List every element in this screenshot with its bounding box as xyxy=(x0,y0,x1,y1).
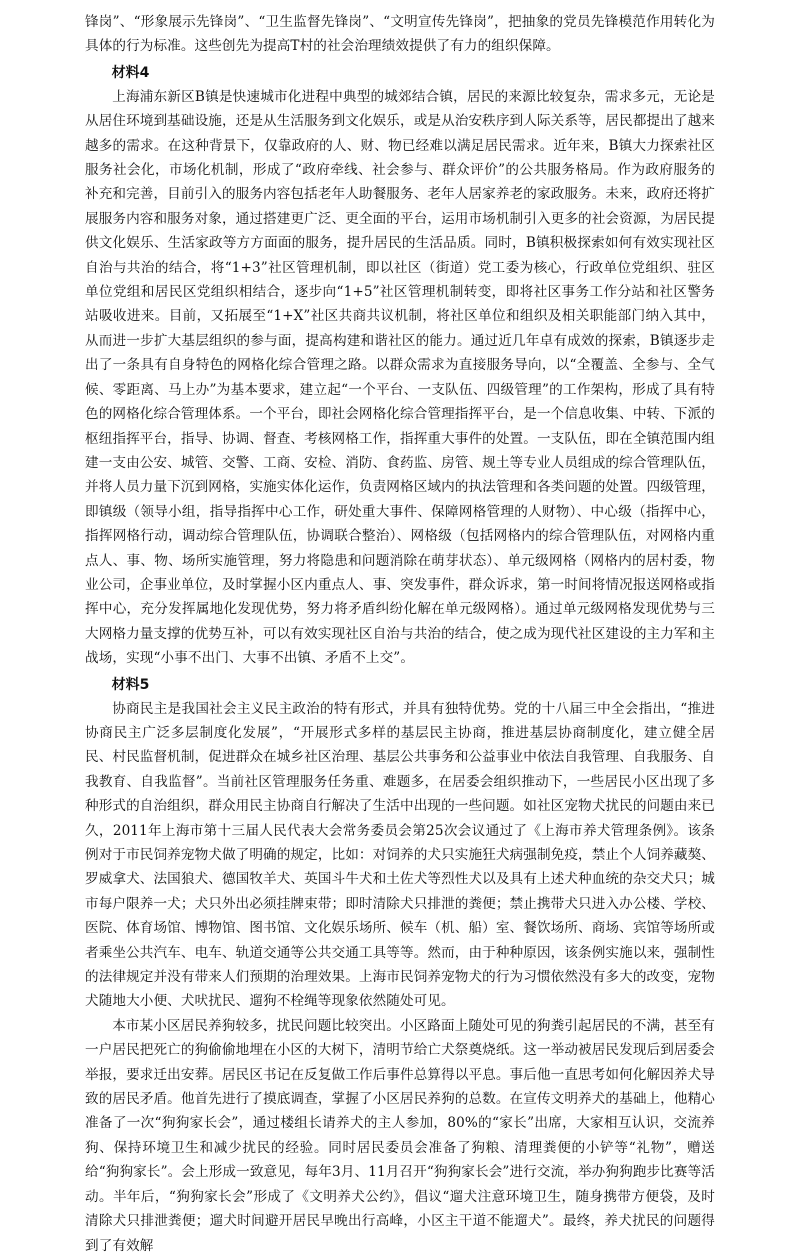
material-4-paragraph: 上海浦东新区B镇是快速城市化进程中典型的城郊结合镇，居民的来源比较复杂，需求多元，无论是从居住环境到基础设施，还是从生活服务到文化娱乐，或是从治安秩序到人际关系等，居民都提出了越来越多的需求。在这种背景下，仅靠政府的人、财、物已经难以满足居民需求。近年来，B镇大力探索社区服务社会化，市场化机制，形成了“政府牵线、社会参与、群众评价”的公共服务格局。作为政府服务的补充和完善，目前引入的服务内容包括老年人助餐服务、老年人居家养老的家政服务。未来，政府还将扩展服务内容和服务对象，通过搭建更广泛、更全面的平台，运用市场机制引入更多的社会资源，为居民提供文化娱乐、生活家政等方方面面的服务，提升居民的生活品质。同时，B镇积极探索如何有效实现社区自治与共治的结合，将“1+3”社区管理机制，即以社区（街道）党工委为核心，行政单位党组织、驻区单位党组和居民区党组织相结合，逐步向“1+5”社区管理机制转变，即将社区事务工作分站和社区警务站吸收进来。目前，又拓展至“1+X”社区共商共议机制，将社区单位和组织及相关职能部门纳入其中，从而进一步扩大基层组织的参与面，提高构建和谐社区的能力。通过近几年卓有成效的探索，B镇逐步走出了一条具有自身特色的网格化综合管理之路。以群众需求为直接服务导向，以“全覆盖、全参与、全气候、零距离、马上办”为基本要求，建立起“一个平台、一支队伍、四级管理”的工作架构，形成了具有特色的网格化综合管理体系。一个平台，即社会网格化综合管理指挥平台，是一个信息收集、中转、下派的枢纽指挥平台，指导、协调、督查、考核网格工作，指挥重大事件的处置。一支队伍，即在全镇范围内组建一支由公安、城管、交警、工商、安检、消防、食药监、房管、规土等专业人员组成的综合管理队伍，并将人员力量下沉到网格，实施实体化运作，负责网格区域内的执法管理和各类问题的处置。四级管理，即镇级（领导小组，指导指挥中心工作，研处重大事件、保障网格管理的人财物）、中心级（指挥中心，指挥网格行动，调动综合管理队伍，协调联合整治）、网格级（包括网格内的综合管理队伍，对网格内重点人、事、物、场所实施管理，努力将隐患和问题消除在萌芽状态）、单元级网格（网格内的居村委，物业公司，企事业单位，及时掌握小区内重点人、事、突发事件，群众诉求，第一时间将情况报送网格或指挥中心，充分发挥属地化发现优势，努力将矛盾纠纷化解在单元级网格）。通过单元级网格发现优势与三大网格力量支撑的优势互补，可以有效实现社区自治与共治的结合，使之成为现代社区建设的主力军和主战场，实现“小事不出门、大事不出镇、矛盾不上交”。 xyxy=(85,88,715,667)
material-5-heading: 材料5 xyxy=(111,676,150,693)
intro-tail-paragraph: 锋岗”、“形象展示先锋岗”、“卫生监督先锋岗”、“文明宣传先锋岗”，把抽象的党员先锋模范作用转化为具体的行为标准。这些创先为提高T村的社会治理绩效提供了有力的组织保障。 xyxy=(85,14,715,55)
material-4-heading: 材料4 xyxy=(111,64,150,81)
material-5-paragraph-2: 本市某小区居民养狗较多，扰民问题比较突出。小区路面上随处可见的狗粪引起居民的不满，甚至有一户居民把死亡的狗偷偷地埋在小区的大树下，清明节给亡犬祭奠烧纸。这一举动被居民发现后到居委会举报，要求迁出安葬。居民区书记在反复做工作后事件总算得以平息。事后他一直思考如何化解因养犬导致的居民矛盾。他首先进行了摸底调查，掌握了小区居民养狗的总数。在宣传文明养犬的基础上，他精心准备了一次“狗狗家长会”，通过楼组长请养犬的主人参加，80%的“家长”出席，大家相互认识，交流养狗、保持环境卫生和减少扰民的经验。同时居民委员会准备了狗粮、清理粪便的小铲等“礼物”，赠送给“狗狗家长”。会上形成一致意见，每年3月、11月召开“狗狗家长会”进行交流，举办狗狗跑步比赛等活动。半年后，“狗狗家长会”形成了《文明养犬公约》，倡议“遛犬注意环境卫生，随身携带方便袋，及时清除犬只排泄粪便；遛犬时间避开居民早晚出行高峰，小区主干道不能遛犬”。最终，养犬扰民的问题得到了有效解 xyxy=(85,1017,715,1254)
material-5-paragraph-1: 协商民主是我国社会主义民主政治的特有形式，并具有独特优势。党的十八届三中全会指出，“推进协商民主广泛多层制度化发展”，“开展形式多样的基层民主协商，推进基层协商制度化，建立健全居民、村民监督机制，促进群众在城乡社区治理、基层公共事务和公益事业中依法自我管理、自我服务、自我教育、自我监督”。当前社区管理服务任务重、难题多，在居委会组织推动下，一些居民小区出现了多种形式的自治组织，群众用民主协商自行解决了生活中出现的一些问题。如社区宠物犬扰民的问题由来已久，2011年上海市第十三届人民代表大会常务委员会第25次会议通过了《上海市养犬管理条例》。该条例对于市民饲养宠物犬做了明确的规定，比如：对饲养的犬只实施狂犬病强制免疫，禁止个人饲养藏獒、罗威拿犬、法国狼犬、德国牧羊犬、英国斗牛犬和土佐犬等烈性犬以及具有上述犬种血统的杂交犬只；城市每户限养一犬；犬只外出必须挂牌束带；即时清除犬只排泄的粪便；禁止携带犬只进入办公楼、学校、医院、体育场馆、博物馆、图书馆、文化娱乐场所、候车（机、船）室、餐饮场所、商场、宾馆等场所或者乘坐公共汽车、电车、轨道交通等公共交通工具等等。然而，由于种种原因，该条例实施以来，强制性的法律规定并没有带来人们预期的治理效果。上海市民饲养宠物犬的行为习惯依然没有多大的改变，宠物犬随地大小便、犬吠扰民、遛狗不栓绳等现象依然随处可见。 xyxy=(85,700,715,1010)
